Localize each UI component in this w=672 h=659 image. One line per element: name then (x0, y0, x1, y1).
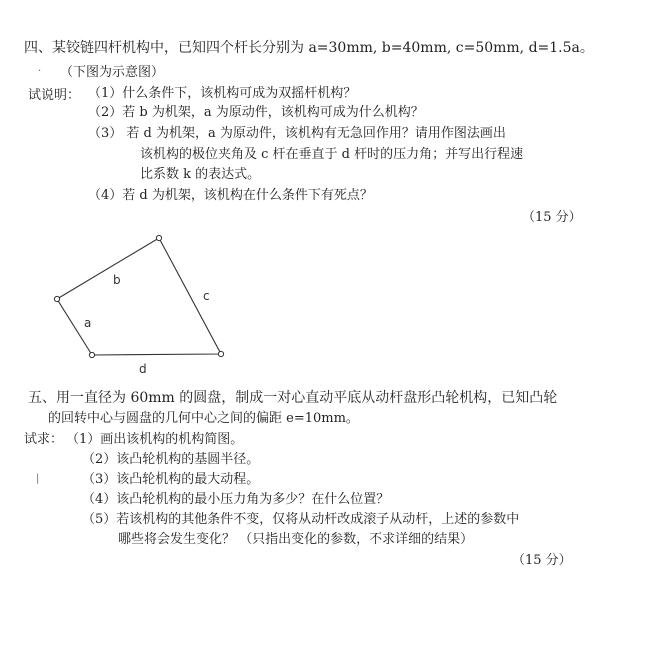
link-c-label: c (203, 289, 210, 303)
question-5-item-4: （4）该凸轮机构的最小压力角为多少？在什么位置？ (82, 492, 390, 507)
linkage-outline (57, 238, 221, 355)
question-5-title: 五、用一直径为 60mm 的圆盘，制成一对心直动平底从动杆盘形凸轮机构，已知凸轮 (28, 390, 558, 406)
question-5-prompt: 试求： (24, 432, 64, 447)
question-4-item-3: （3） 若 d 为机架，a 为原动件，该机构有无急回作用？请用作图法画出 (88, 126, 506, 141)
question-4-item-3-cont-1: 该机构的极位夹角及 c 杆在垂直于 d 杆时的压力角；并写出行程速 (140, 147, 524, 162)
question-5-item-5-cont: 哪些将会发生变化？ （只指出变化的参数，不求详细的结果） (118, 532, 474, 547)
question-4-item-3-cont-2: 比系数 k 的表达式。 (140, 167, 261, 182)
question-5-title-cont: 的回转中心与圆盘的几何中心之间的偏距 e=10mm。 (48, 411, 359, 426)
joint-top (156, 235, 161, 240)
question-5-item-3: （3）该凸轮机构的最大动程。 (82, 472, 260, 487)
joint-left (54, 296, 59, 301)
question-5-item-5: （5）若该机构的其他条件不变，仅将从动杆改成滚子从动杆，上述的参数中 (82, 512, 520, 527)
joint-bottom-left (89, 352, 94, 357)
question-4-item-4: （4）若 d 为机架，该机构在什么条件下有死点？ (88, 188, 373, 203)
question-5-item-1: （1）画出该机构的机构简图。 (66, 432, 244, 447)
link-d-label: d (139, 362, 147, 376)
scan-speck: | (36, 473, 40, 484)
question-4-title: 四、某铰链四杆机构中，已知四个杆长分别为 a=30mm, b=40mm, c=50mm, d=1.5a。 (24, 40, 594, 56)
question-4-score: （15 分） (522, 210, 582, 225)
question-4-item-1: （1）什么条件下，该机构可成为双摇杆机构？ (88, 86, 357, 101)
link-b-label: b (113, 273, 121, 287)
question-4-prompt: 试说明： (28, 88, 81, 103)
question-5-score: （15 分） (512, 553, 572, 568)
joint-bottom-right (218, 351, 223, 356)
scan-speck: · (38, 66, 42, 77)
question-4-figure-note: （下图为示意图） (60, 65, 165, 80)
question-4-item-2: （2）若 b 为机架，a 为原动件，该机构可成为什么机构？ (88, 105, 424, 120)
link-a-label: a (84, 316, 92, 330)
question-5-item-2: （2）该凸轮机构的基圆半径。 (82, 452, 260, 467)
